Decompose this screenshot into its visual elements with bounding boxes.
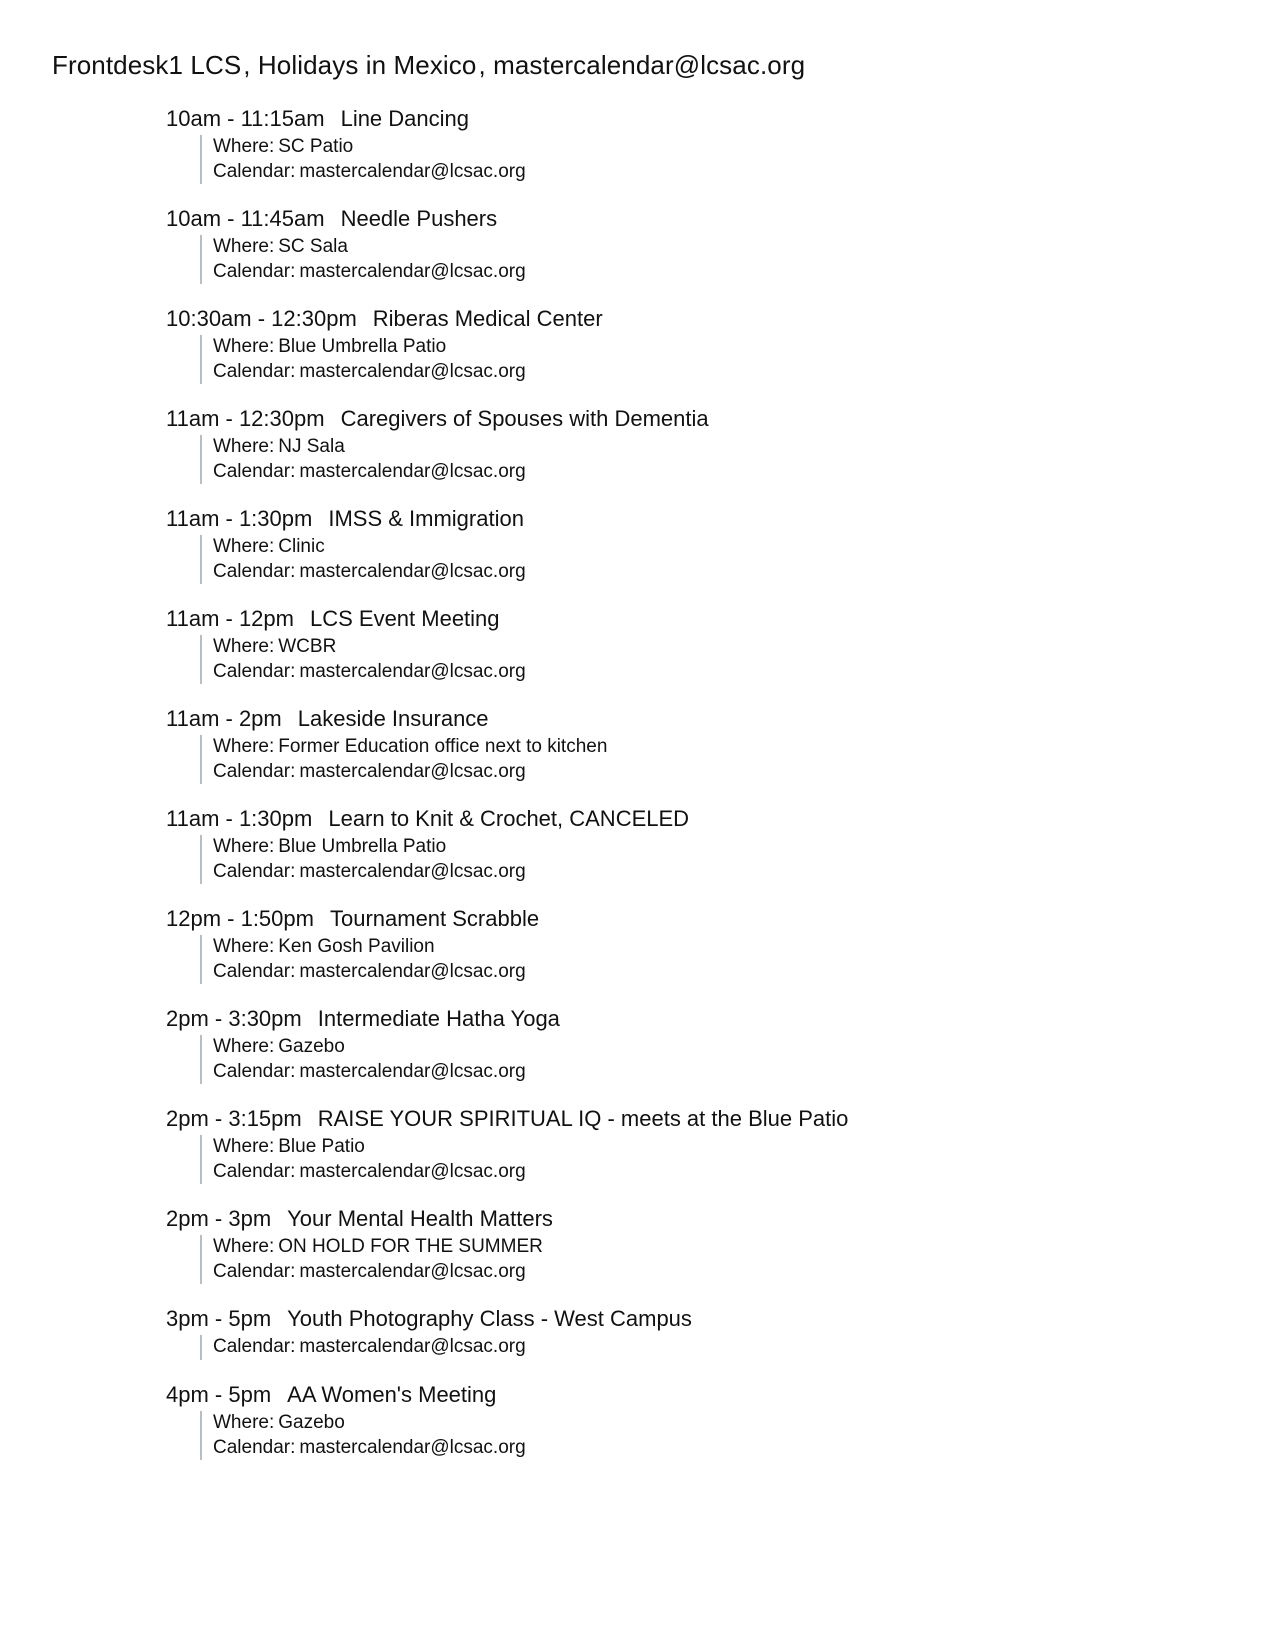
event-where: Former Education office next to kitchen (278, 736, 608, 757)
calendar-label: Calendar: (213, 160, 296, 182)
event-where-row (213, 935, 1226, 960)
event-title: Tournament Scrabble (329, 906, 540, 931)
event-where: NJ Sala (278, 436, 345, 457)
calendar-label: Calendar: (213, 460, 296, 482)
event-item (166, 206, 1226, 306)
event-calendar-row (213, 1160, 1226, 1185)
event-title: Needle Pushers (340, 206, 498, 231)
event-calendar: mastercalendar@lcsac.org (299, 1160, 526, 1182)
event-calendar-row (213, 760, 1226, 785)
header-master-calendar: , mastercalendar@lcsac.org (478, 50, 806, 80)
event-calendar-row (213, 960, 1226, 985)
where-label: Where: (213, 1136, 275, 1157)
event-where: SC Patio (278, 136, 354, 157)
event-item (166, 906, 1226, 1006)
event-title-line (166, 506, 1226, 532)
event-details (200, 535, 1226, 584)
where-label: Where: (213, 636, 275, 657)
header-calendar-owner: Frontdesk1 LCS (52, 50, 242, 80)
event-title: Intermediate Hatha Yoga (317, 1006, 560, 1031)
where-label: Where: (213, 1036, 275, 1057)
event-calendar: mastercalendar@lcsac.org (299, 560, 526, 582)
event-title: Lakeside Insurance (297, 706, 489, 731)
calendar-label: Calendar: (213, 860, 296, 882)
event-title-line (166, 1106, 1226, 1132)
event-calendar-row (213, 1260, 1226, 1285)
event-time: 11am - 12pm (166, 606, 294, 631)
event-calendar: mastercalendar@lcsac.org (299, 1436, 526, 1458)
event-title-line (166, 1382, 1226, 1408)
event-where: Gazebo (278, 1412, 345, 1433)
event-details (200, 635, 1226, 684)
event-calendar: mastercalendar@lcsac.org (299, 360, 526, 382)
event-where-row (213, 235, 1226, 260)
event-calendar: mastercalendar@lcsac.org (299, 1336, 526, 1357)
event-title-line (166, 1306, 1226, 1332)
event-title: Caregivers of Spouses with Dementia (340, 406, 709, 431)
calendar-label: Calendar: (213, 660, 296, 682)
event-details (200, 1235, 1226, 1284)
event-where-row (213, 1135, 1226, 1160)
event-time: 2pm - 3pm (166, 1206, 272, 1231)
event-title: Line Dancing (340, 106, 470, 131)
calendar-label: Calendar: (213, 1060, 296, 1082)
event-title: Youth Photography Class - West Campus (287, 1306, 692, 1331)
calendar-label: Calendar: (213, 960, 296, 982)
event-where-row (213, 1035, 1226, 1060)
event-calendar-row (213, 560, 1226, 585)
event-title-line (166, 706, 1226, 732)
event-title: AA Women's Meeting (287, 1382, 497, 1407)
event-calendar-row (213, 1335, 1226, 1360)
event-title: Your Mental Health Matters (287, 1206, 553, 1231)
event-item (166, 1006, 1226, 1106)
calendar-label: Calendar: (213, 760, 296, 782)
event-time: 4pm - 5pm (166, 1382, 272, 1407)
calendar-label: Calendar: (213, 1260, 296, 1282)
event-where-row (213, 335, 1226, 360)
calendar-label: Calendar: (213, 1336, 296, 1357)
event-details (200, 135, 1226, 184)
event-title-line (166, 406, 1226, 432)
event-where-row (213, 735, 1226, 760)
event-details (200, 335, 1226, 384)
event-calendar: mastercalendar@lcsac.org (299, 260, 526, 282)
where-label: Where: (213, 736, 275, 757)
where-label: Where: (213, 936, 275, 957)
event-calendar: mastercalendar@lcsac.org (299, 860, 526, 882)
event-item (166, 306, 1226, 406)
event-item (166, 706, 1226, 806)
event-item (166, 1206, 1226, 1306)
header-holiday-calendar: , Holidays in Mexico (243, 50, 477, 80)
calendar-label: Calendar: (213, 360, 296, 382)
event-calendar: mastercalendar@lcsac.org (299, 660, 526, 682)
page-header (52, 49, 805, 81)
event-title: Riberas Medical Center (372, 306, 603, 331)
event-item (166, 106, 1226, 206)
event-where: SC Sala (278, 236, 348, 257)
event-time: 10:30am - 12:30pm (166, 306, 357, 331)
event-time: 11am - 12:30pm (166, 406, 325, 431)
event-title-line (166, 106, 1226, 132)
event-item (166, 606, 1226, 706)
event-where: Clinic (278, 536, 325, 557)
event-where-row (213, 135, 1226, 160)
event-where: Blue Patio (278, 1136, 365, 1157)
event-time: 2pm - 3:15pm (166, 1106, 302, 1131)
event-item (166, 1106, 1226, 1206)
event-calendar: mastercalendar@lcsac.org (299, 760, 526, 782)
event-details (200, 1135, 1226, 1184)
event-details (200, 435, 1226, 484)
event-where-row (213, 635, 1226, 660)
event-item (166, 406, 1226, 506)
event-title-line (166, 906, 1226, 932)
event-where-row (213, 1235, 1226, 1260)
where-label: Where: (213, 336, 275, 357)
event-time: 3pm - 5pm (166, 1306, 272, 1331)
where-label: Where: (213, 836, 275, 857)
event-where: Blue Umbrella Patio (278, 336, 447, 357)
calendar-label: Calendar: (213, 560, 296, 582)
event-item (166, 806, 1226, 906)
event-title: Learn to Knit & Crochet, CANCELED (328, 806, 690, 831)
event-where-row (213, 435, 1226, 460)
event-details (200, 835, 1226, 884)
event-title-line (166, 806, 1226, 832)
event-calendar: mastercalendar@lcsac.org (299, 1260, 526, 1282)
event-time: 10am - 11:45am (166, 206, 325, 231)
event-item (166, 1306, 1226, 1382)
event-title-line (166, 206, 1226, 232)
event-calendar: mastercalendar@lcsac.org (299, 1060, 526, 1082)
event-time: 10am - 11:15am (166, 106, 325, 131)
event-title-line (166, 606, 1226, 632)
event-details (200, 935, 1226, 984)
event-details (200, 1035, 1226, 1084)
calendar-label: Calendar: (213, 1160, 296, 1182)
calendar-label: Calendar: (213, 260, 296, 282)
event-calendar-row (213, 660, 1226, 685)
event-calendar: mastercalendar@lcsac.org (299, 460, 526, 482)
where-label: Where: (213, 136, 275, 157)
event-title: LCS Event Meeting (309, 606, 500, 631)
event-time: 12pm - 1:50pm (166, 906, 314, 931)
event-calendar-row (213, 160, 1226, 185)
event-time: 11am - 1:30pm (166, 506, 313, 531)
event-list (166, 106, 1226, 1482)
event-where: Gazebo (278, 1036, 345, 1057)
event-details (200, 1411, 1226, 1460)
event-calendar-row (213, 1436, 1226, 1461)
event-title-line (166, 306, 1226, 332)
event-details (200, 235, 1226, 284)
event-where-row (213, 835, 1226, 860)
event-where: ON HOLD FOR THE SUMMER (278, 1236, 543, 1257)
event-calendar: mastercalendar@lcsac.org (299, 960, 526, 982)
event-calendar-row (213, 360, 1226, 385)
event-where-row (213, 535, 1226, 560)
event-calendar: mastercalendar@lcsac.org (299, 160, 526, 182)
event-time: 11am - 2pm (166, 706, 282, 731)
where-label: Where: (213, 536, 275, 557)
event-title: RAISE YOUR SPIRITUAL IQ - meets at the Blue Patio (317, 1106, 849, 1131)
event-where: Ken Gosh Pavilion (278, 936, 435, 957)
where-label: Where: (213, 1236, 275, 1257)
event-details (200, 1335, 1226, 1360)
event-item (166, 1382, 1226, 1482)
where-label: Where: (213, 236, 275, 257)
event-calendar-row (213, 460, 1226, 485)
event-calendar-row (213, 1060, 1226, 1085)
calendar-label: Calendar: (213, 1436, 296, 1458)
event-details (200, 735, 1226, 784)
event-title-line (166, 1206, 1226, 1232)
event-time: 11am - 1:30pm (166, 806, 313, 831)
event-calendar-row (213, 260, 1226, 285)
event-title-line (166, 1006, 1226, 1032)
event-where-row (213, 1411, 1226, 1436)
event-time: 2pm - 3:30pm (166, 1006, 302, 1031)
event-title: IMSS & Immigration (328, 506, 524, 531)
where-label: Where: (213, 436, 275, 457)
event-where: Blue Umbrella Patio (278, 836, 447, 857)
event-where: WCBR (278, 636, 337, 657)
where-label: Where: (213, 1412, 275, 1433)
event-item (166, 506, 1226, 606)
event-calendar-row (213, 860, 1226, 885)
